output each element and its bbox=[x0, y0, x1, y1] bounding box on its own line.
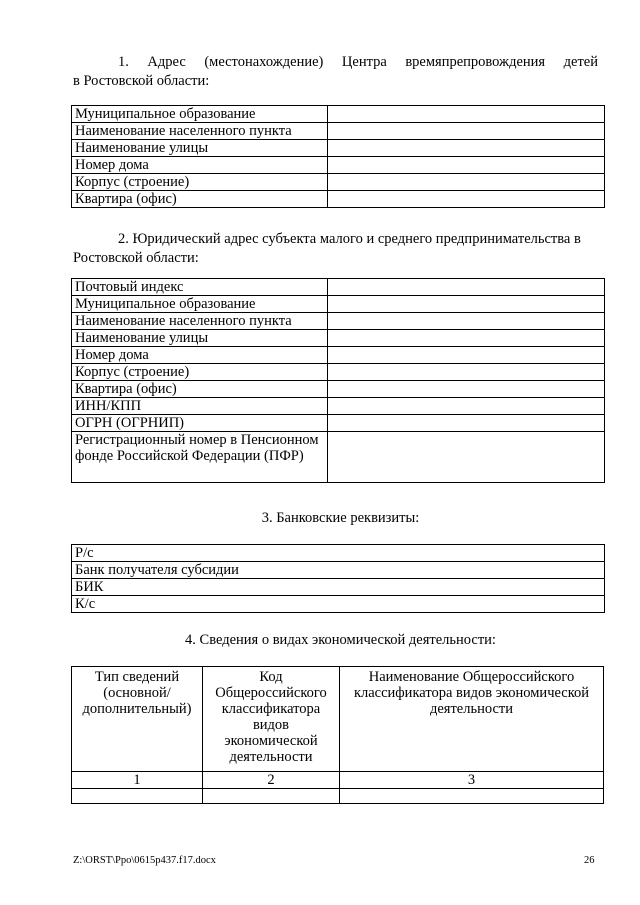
row-label: ОГРН (ОГРНИП) bbox=[72, 415, 328, 432]
column-number: 2 bbox=[203, 772, 340, 789]
column-number: 1 bbox=[72, 772, 203, 789]
value-cell[interactable] bbox=[328, 398, 605, 415]
section2-heading: 2. Юридический адрес субъекта малого и среднего предпринимательства в Ростовской области: bbox=[73, 231, 581, 266]
row-label: Номер дома bbox=[72, 347, 328, 364]
table-row bbox=[72, 415, 605, 432]
table-row bbox=[72, 398, 605, 415]
row-label: Наименование населенного пункта bbox=[72, 123, 328, 140]
value-cell[interactable] bbox=[328, 191, 605, 208]
value-cell[interactable] bbox=[328, 279, 605, 296]
value-cell[interactable] bbox=[328, 432, 605, 483]
legal-address-table bbox=[71, 278, 605, 483]
table-row bbox=[72, 106, 605, 123]
bank-row[interactable]: К/с bbox=[72, 596, 605, 613]
row-label: ИНН/КПП bbox=[72, 398, 328, 415]
bank-row[interactable]: Р/с bbox=[72, 545, 605, 562]
value-cell[interactable] bbox=[328, 330, 605, 347]
section4-heading: 4. Сведения о видах экономической деятельности: bbox=[185, 632, 496, 648]
column-header-name: Наименование Общероссийского классификатора видов экономической деятельности bbox=[340, 667, 604, 772]
table-row bbox=[72, 157, 605, 174]
section1-heading-line1: 1. Адрес (местонахождение) Центра времяпрепровождения детей bbox=[118, 54, 598, 70]
table-row bbox=[72, 330, 605, 347]
bank-details-table bbox=[71, 544, 605, 613]
row-label: Квартира (офис) bbox=[72, 191, 328, 208]
value-cell[interactable] bbox=[328, 157, 605, 174]
table-row bbox=[72, 432, 605, 483]
value-cell[interactable] bbox=[328, 347, 605, 364]
section1-heading-line2: в Ростовской области: bbox=[73, 73, 210, 89]
column-header-code: Код Общероссийского классификатора видов экономической деятельности bbox=[203, 667, 340, 772]
table-row bbox=[72, 579, 605, 596]
row-label: Регистрационный номер в Пенсионном фонде Российской Федерации (ПФР) bbox=[72, 432, 328, 483]
row-label: Наименование улицы bbox=[72, 140, 328, 157]
table-row bbox=[72, 123, 605, 140]
value-cell[interactable] bbox=[328, 296, 605, 313]
activity-table bbox=[71, 666, 604, 804]
empty-cell[interactable] bbox=[203, 789, 340, 804]
value-cell[interactable] bbox=[328, 106, 605, 123]
address-table bbox=[71, 105, 605, 208]
section3-heading: 3. Банковские реквизиты: bbox=[261, 510, 420, 526]
row-label: Муниципальное образование bbox=[72, 296, 328, 313]
row-label: Почтовый индекс bbox=[72, 279, 328, 296]
value-cell[interactable] bbox=[328, 364, 605, 381]
column-number: 3 bbox=[340, 772, 604, 789]
table-row bbox=[72, 562, 605, 579]
table-row bbox=[72, 789, 604, 804]
row-label: Корпус (строение) bbox=[72, 364, 328, 381]
value-cell[interactable] bbox=[328, 140, 605, 157]
empty-cell[interactable] bbox=[340, 789, 604, 804]
table-row bbox=[72, 545, 605, 562]
table-row bbox=[72, 364, 605, 381]
row-label: Квартира (офис) bbox=[72, 381, 328, 398]
bank-row[interactable]: БИК bbox=[72, 579, 605, 596]
value-cell[interactable] bbox=[328, 381, 605, 398]
row-label: Номер дома bbox=[72, 157, 328, 174]
value-cell[interactable] bbox=[328, 415, 605, 432]
number-row bbox=[72, 772, 604, 789]
bank-row[interactable]: Банк получателя субсидии bbox=[72, 562, 605, 579]
header-row bbox=[72, 667, 604, 772]
table-row bbox=[72, 279, 605, 296]
row-label: Корпус (строение) bbox=[72, 174, 328, 191]
empty-cell[interactable] bbox=[72, 789, 203, 804]
table-row bbox=[72, 381, 605, 398]
table-row bbox=[72, 140, 605, 157]
table-row bbox=[72, 313, 605, 330]
value-cell[interactable] bbox=[328, 313, 605, 330]
footer-file-path: Z:\ORST\Ppo\0615p437.f17.docx bbox=[73, 855, 216, 866]
table-row bbox=[72, 174, 605, 191]
footer-page-number: 26 bbox=[584, 855, 595, 866]
row-label: Наименование улицы bbox=[72, 330, 328, 347]
table-row bbox=[72, 347, 605, 364]
table-row bbox=[72, 191, 605, 208]
table-row bbox=[72, 296, 605, 313]
table-row bbox=[72, 596, 605, 613]
value-cell[interactable] bbox=[328, 174, 605, 191]
row-label: Наименование населенного пункта bbox=[72, 313, 328, 330]
value-cell[interactable] bbox=[328, 123, 605, 140]
row-label: Муниципальное образование bbox=[72, 106, 328, 123]
column-header-type: Тип сведений (основной/ дополнительный) bbox=[72, 667, 203, 772]
